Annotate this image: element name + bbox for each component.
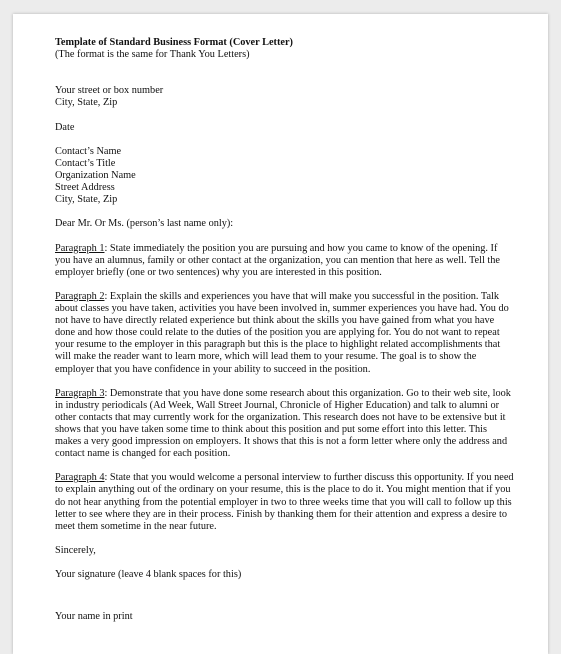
- paragraph-3-label: Paragraph 3: [55, 387, 105, 399]
- paragraph-3-text: : Demonstrate that you have done some research about this organization. Go to their web site, look in industry periodicals (Ad Week, Wall Street Journal, Chronicle of Higher Education) and talk to alumni or other contacts that may currently work for the organization. This research does not have to be extensive but it shows that you have taken some time to think about this position and put some effort into this letter. This makes a very good impression on employers. It shows that this is not a form letter where only the address and contact name is changed for each position.: [55, 387, 511, 460]
- recipient-city-state-zip: City, State, Zip: [55, 194, 118, 206]
- sender-street: Your street or box number: [55, 85, 164, 97]
- sender-city-state-zip: City, State, Zip: [55, 97, 118, 109]
- letter-body: [55, 37, 515, 623]
- paragraph-2-label: Paragraph 2: [55, 290, 105, 302]
- paragraph-1-label: Paragraph 1: [55, 242, 105, 254]
- document-subtitle: (The format is the same for Thank You Letters): [55, 49, 250, 61]
- document-page: [13, 14, 548, 654]
- contact-title: Contact’s Title: [55, 157, 116, 169]
- paragraph-1: [55, 243, 515, 279]
- contact-name: Contact’s Name: [55, 145, 122, 157]
- paragraph-2: [55, 291, 515, 376]
- signature-line: Your signature (leave 4 blank spaces for this): [55, 569, 242, 581]
- paragraph-2-text: : Explain the skills and experiences you have that will make you successful in the position. Talk about classes you have taken, activities you have been involved in, summer experiences you have had. You do not have to have directly related experience but think about the skills you have gained from what you have done and how those could relate to the duties of the position you are applying for. You do not want to repeat your resume to the employer in this paragraph but this is the place to highlight related accomplishments that will make the reader want to learn more, which will lead them to your resume. The goal is to show the employer that you have confidence in your ability to succeed in the position.: [55, 290, 509, 375]
- paragraph-4-text: : State that you would welcome a personal interview to further discuss this opportunity. If you need to explain anything out of the ordinary on your resume, this is the place to do it. You might mention that if you do not hear anything from the potential employer in two to three weeks time that you will call to follow up this letter to see where they are in their process. Finish by thanking them for their attention and express a desire to meet them sometime in the near future.: [55, 472, 514, 532]
- paragraph-1-text: : State immediately the position you are pursuing and how you came to know of the opening. If you have an alumnus, family or other contact at the organization, you can mention that here as well. Tell the employer briefly (one or two sentences) why you are interested in this position.: [55, 242, 500, 278]
- paragraph-4-label: Paragraph 4: [55, 472, 105, 484]
- closing: Sincerely,: [55, 544, 96, 556]
- paragraph-4: [55, 472, 515, 532]
- organization-name: Organization Name: [55, 170, 136, 182]
- document-title: Template of Standard Business Format (Cover Letter): [55, 37, 293, 48]
- paragraph-3: [55, 388, 515, 461]
- salutation: Dear Mr. Or Ms. (person’s last name only):: [55, 218, 234, 230]
- date-line: Date: [55, 121, 75, 133]
- printed-name-line: Your name in print: [55, 611, 133, 623]
- street-address: Street Address: [55, 182, 115, 194]
